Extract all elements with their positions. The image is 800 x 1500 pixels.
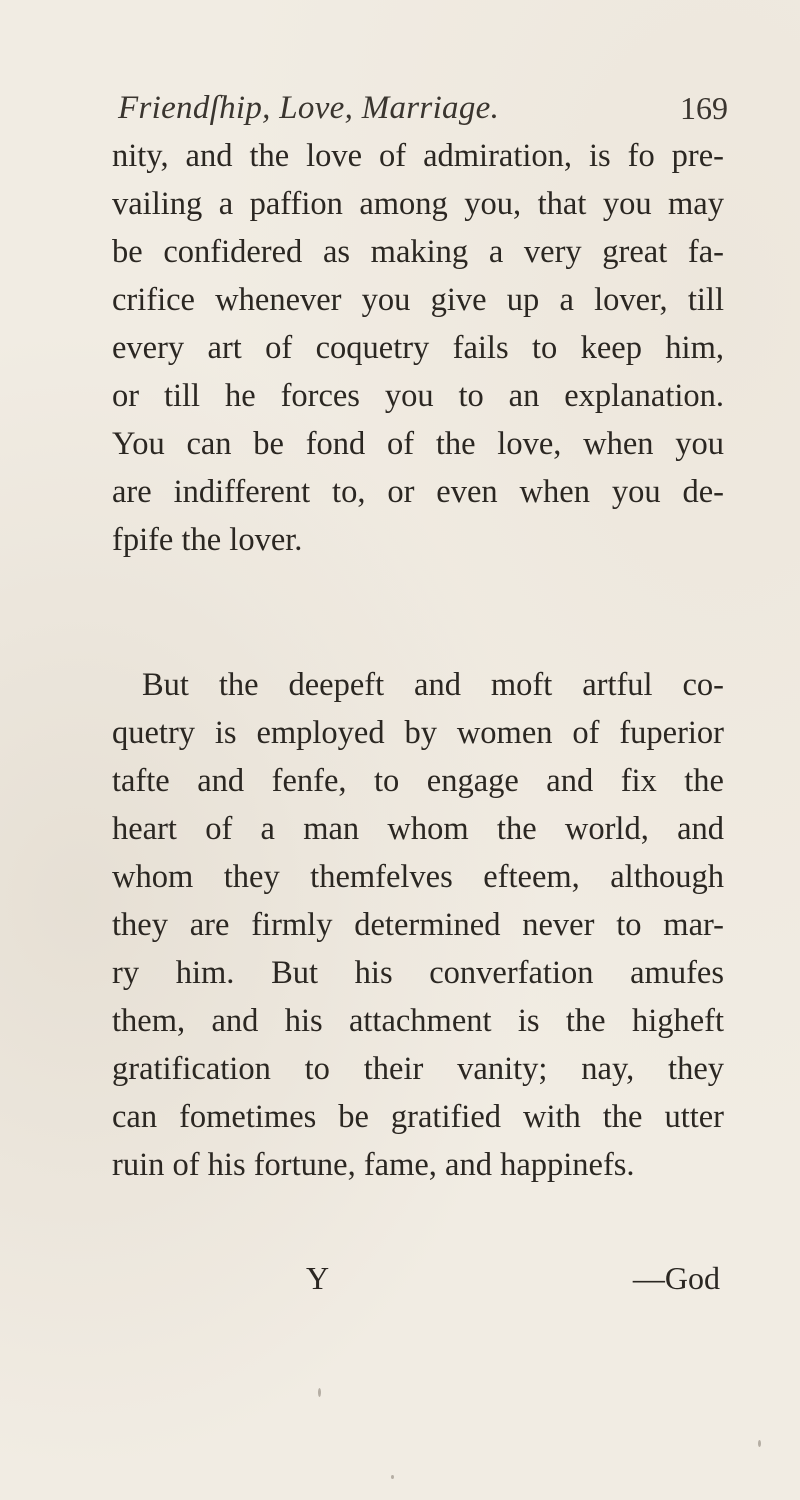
text-line: crifice whenever you give up a lover, till [112, 282, 724, 318]
text-line: ruin of his fortune, fame, and happinefs. [112, 1147, 635, 1183]
paper-speck [391, 1475, 394, 1479]
text-line: every art of coquetry fails to keep him, [112, 330, 724, 366]
signature-mark: Y [306, 1260, 330, 1296]
catchword: —God [632, 1260, 720, 1296]
text-line: vailing a paffion among you, that you may [112, 186, 724, 222]
text-line: are indifferent to, or even when you de- [112, 474, 724, 510]
text-line: whom they themfelves efteem, although [112, 859, 724, 895]
text-line: them, and his attachment is the higheft [112, 1003, 724, 1039]
page-number: 169 [680, 90, 728, 126]
text-line: tafte and fenfe, to engage and fix the [112, 763, 724, 799]
text-line: But the deepeft and moft artful co- [142, 667, 724, 703]
text-line: or till he forces you to an explanation. [112, 378, 724, 414]
text-line: ry him. But his converfation amufes [112, 955, 724, 991]
text-line: You can be fond of the love, when you [112, 426, 724, 462]
text-line: gratification to their vanity; nay, they [112, 1051, 724, 1087]
page-footer [112, 1254, 724, 1302]
paragraph-2 [112, 661, 724, 1189]
text-line: can fometimes be gratified with the utter [112, 1099, 724, 1135]
paper-speck [318, 1388, 321, 1397]
paragraph-1 [112, 132, 724, 564]
running-title: Friendſhip, Love, Marriage. [118, 90, 500, 126]
text-line: nity, and the love of admiration, is fo pre- [112, 138, 724, 174]
text-line: heart of a man whom the world, and [112, 811, 724, 847]
text-line: fpife the lover. [112, 522, 303, 558]
text-line: be confidered as making a very great fa- [112, 234, 724, 270]
paper-speck [758, 1440, 761, 1447]
text-line: quetry is employed by women of fuperior [112, 715, 724, 751]
text-line: they are firmly determined never to mar- [112, 907, 724, 943]
